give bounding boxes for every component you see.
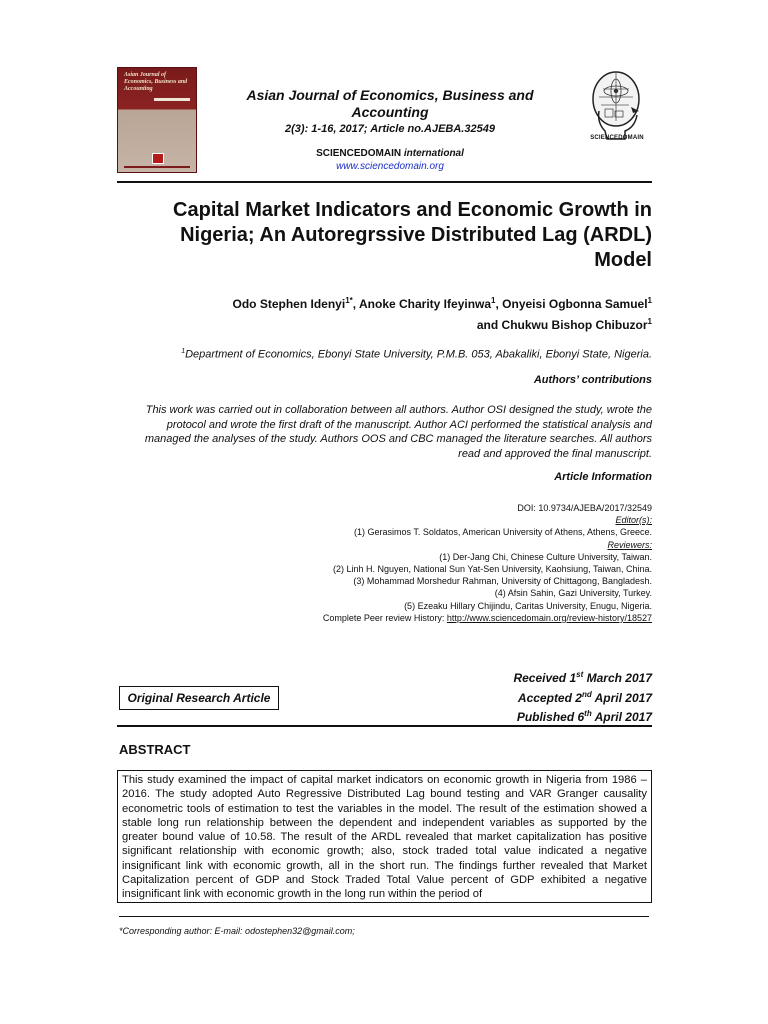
corresponding-author-footnote: *Corresponding author: E-mail: odostephen32@gmail.com; [119,926,355,936]
publisher-url-link[interactable]: www.sciencedomain.org [336,161,444,172]
author-affiliation [130,345,652,362]
doi-text: DOI: 10.9734/AJEBA/2017/32549 [517,503,652,513]
reviewer-entry: (5) Ezeaku Hillary Chijindu, Caritas University, Enugu, Nigeria. [404,600,652,611]
header-divider [117,181,652,183]
editor-entry: (1) Gerasimos T. Soldatos, American University of Athens, Athens, Greece. [354,527,652,538]
author-list [130,292,652,334]
author-name: Onyeisi Ogbonna Samuel [502,297,648,311]
publisher-name: SCIENCEDOMAIN [316,148,402,159]
logo-label: SCIENCEDOMAIN [590,135,644,141]
author-join: and [476,318,502,332]
published-date [400,706,652,726]
accepted-prefix: Accepted 2 [517,690,582,705]
affiliation-sup: 1 [181,348,186,355]
author-separator: , [352,297,359,311]
received-date [400,667,652,687]
article-type-box: Original Research Article [119,686,279,710]
cover-subtitle-bar [154,98,190,101]
contributions-text: This work was carried out in collaboration between all authors. Author OSI designed the study, wrote the protocol and wrote the first draft of the manuscript. Author ACI performed the statistical analysis and managed the analyses of the study. Authors OOS and CBC managed the literature searches. All authors read and approved the final manuscript. [144,404,652,460]
accepted-sup: nd [581,689,592,699]
author-affiliation-sup: 1 [647,317,652,326]
reviewer-entry: (4) Afsin Sahin, Gazi University, Turkey. [494,588,652,599]
article-info-block [250,502,652,624]
reviewer-entry: (1) Der-Jang Chi, Chinese Culture University, Taiwan. [439,551,652,562]
author-name: Odo Stephen Idenyi [232,297,346,311]
reviewer-entry: (3) Mohammad Morshedur Rahman, University of Chittagong, Bangladesh. [353,576,652,587]
footnote-rule [119,916,649,917]
author-affiliation-sup: 1 [647,296,652,305]
journal-name: Asian Journal of Economics, Business and Accounting [246,87,534,120]
abstract-divider [117,725,652,727]
published-prefix: Published 6 [516,710,585,724]
cover-logo-icon [152,153,164,164]
publisher-block [290,147,490,173]
reviewer-entry: (2) Linh H. Nguyen, National Sun Yat-Sen University, Kaohsiung, Taiwan, China. [332,564,652,575]
article-title: Capital Market Indicators and Economic Growth in Nigeria; An Autoregrssive Distributed Lag (ARDL) Model [173,199,652,271]
journal-cover-image [117,67,197,173]
author-separator: , [495,297,503,311]
affiliation-text: Department of Economics, Ebonyi State University, P.M.B. 053, Abakaliki, Ebonyi State, Nigeria. [185,348,652,361]
cover-title: Asian Journal of Economics, Business and Accounting [124,72,188,92]
journal-volume-info: 2(3): 1-16, 2017; Article no.AJEBA.32549 [285,123,495,135]
published-sup: th [584,709,592,718]
sciencedomain-head-logo-icon [585,65,647,145]
received-sup: st [576,670,584,679]
abstract-text: This study examined the impact of capital market indicators on economic growth in Nigeria from 1986 – 2016. The study adopted Auto Regressive Distributed Lag bound testing and VAR Granger causality econometric tools of estimation to test the variables in the model. The result of the estimation showed a stable long run relationship between the dependent and independent variables as supported by the greater bound value of 10.58. The result of the ARDL revealed that market capitalization has positive significant relationship with economic growth; also, stock traded total value indicated a negative insignificant link with economic growth, all in the short run. The findings further revealed that Market Capitalization percent of GDP and Stock Traded Total Value percent of GDP exhibited a negative insignificant link with economic growth in the long run within the period of [117,770,652,903]
journal-header [225,87,555,136]
article-dates [400,667,652,726]
published-suffix: April 2017 [591,710,652,724]
author-name: Chukwu Bishop Chibuzor [501,318,648,332]
received-prefix: Received 1 [513,671,577,685]
cover-strip [124,166,190,168]
accepted-date [400,687,652,707]
received-suffix: March 2017 [583,671,652,685]
peer-review-link[interactable]: http://www.sciencedomain.org/review-history/18527 [446,612,652,623]
abstract-heading: ABSTRACT [119,742,191,757]
author-affiliation-sup: 1 [491,296,496,305]
accepted-suffix: April 2017 [591,690,652,705]
article-info-heading: Article Information [554,471,652,483]
editors-label: Editor(s): [615,515,652,526]
publisher-suffix: international [403,148,464,159]
author-affiliation-sup: 1* [345,296,353,305]
contributions-heading: Authors’ contributions [533,374,652,386]
author-name: Anoke Charity Ifeyinwa [359,297,492,311]
reviewers-label: Reviewers: [607,539,652,550]
peer-review-label: Complete Peer review History: [322,612,447,623]
